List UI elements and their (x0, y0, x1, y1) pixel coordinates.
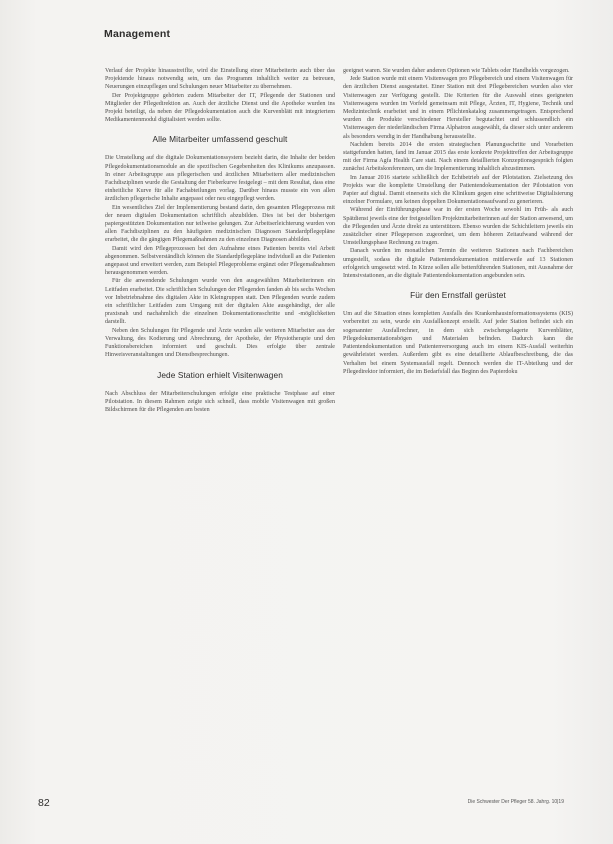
right-column (343, 67, 573, 376)
paragraph: Nach Abschluss der Mitarbeiterschulungen erfolgte eine praktische Testphase auf einer Pilotstation. In diesem Rahmen zeigte sich schnell, dass mobile Visitenwagen mit großen Bildschirmen für die Pflegenden am besten (105, 390, 335, 413)
paragraph: Um auf die Situation eines kompletten Ausfalls des Krankenhausinformationssystems (KIS) vorbereitet zu sein, wurde ein Ausfallkonzept erstellt. Auf jeder Station befindet sich ein sogenannter Ausfallrechner, in dem sich zwischengelagerte Kurvenblätter, Pflegedokumentationsbögen und Materialen befinden. Dadurch kann die Patientendokumentation und Patientenversorgung auch im einem KIS-Ausfall weiterhin gewährleistet werden. Außerdem gibt es eine detaillierte Ablaufbeschreibung, die das Verhalten bei einem Systemausfall regelt. Dennoch werden die IT-Abteilung und der Pflegedirektor informiert, die im Bedarfsfall das Beginn des Papierdoku (343, 311, 573, 375)
section-heading: Alle Mitarbeiter umfassend geschult (152, 134, 288, 145)
paragraph: Während der Einführungsphase war in der ersten Woche sowohl im Früh- als auch Spätdienst jeweils eine der freigestellten Projektmitarbeiterinnen auf der Station anwesend, um die Pflegenden und Ärzte direkt zu unterstützen. Ebenso wurden die Schichtleitern jeweils ein zusätzlicher einer Pflegeperson zugeordnet, um dem höheren Zeitaufwand während der Umstellungsphase Rechnung zu tragen. (343, 207, 573, 247)
paragraph: Für die anwendende Schulungen wurde von den ausgewählten Mitarbeiterinnen ein Leitfaden erarbeitet. Die schriftlichen Schulungen der Pflegenden fanden ab bis sechs Wochen vor Inbetriebnahme des digitalen Akte in Kleingruppen statt. Den Pflegenden wurde zudem ein schriftlicher Leitfaden zum Umgang mit der digitalen Akte ausgehändigt, der alle praxisnah und nachahmlich die einzelnen Dokumentationsschritte und -möglichkeiten darstellt. (105, 278, 335, 326)
paragraph: Verlauf der Projekte hinausstreiflte, wird die Einstellung einer Mitarbeiterin auch über das Projektende hinaus notwendig sein, um das Programm inhaltlich weiter zu betreuen, Neuerungen einzupflegen und Schulungen neuer Mitarbeiter zu übernehmen. (105, 68, 335, 91)
section-header: Management (104, 28, 171, 40)
section-heading: Für den Ernstfall gerüstet (410, 290, 506, 301)
paragraph: Nachdem bereits 2014 die ersten strategischen Planungsschritte und Vorarbeiten stattgefunden hatten, fand im Januar 2015 das erste konkrete Projekttreffen der Arbeitsgruppe mit der Firma Agfa Health Care statt. Nach einem detaillierten Konzeptionsgespräch folgten zunächst Arbeitskonferenzen, um die Implementierung inhaltlich abzustimmen. (343, 141, 573, 173)
paragraph: Damit wird den Pflegeprozessen bei den Aufnahme eines Patienten bereits viel Arbeit abgenommen. Selbstverständlich können die Standardpflegepläne individuell an die Patienten angepasst und erweitert werden, zum Beispiel Pflegeprobleme ergänzt oder Pflegemaßnahmen herausgenommen werden. (105, 245, 335, 277)
page-number: 82 (38, 797, 50, 809)
journal-footer: Die Schwester Der Pfleger 58. Jahrg. 10|19 (467, 799, 564, 805)
paragraph: Neben den Schulungen für Pflegende und Ärzte wurden alle weiteren Mitarbeiter aus der Verwaltung, des Kodierung und Abrechnung, der Apotheke, der Physiotherapie und den Funktionsbereichen informiert und geschult. Dies erfolgte über zentrale Hinweisveranstaltungen und Dienstbesprechungen. (105, 327, 335, 359)
paragraph: Danach wurden im monatlichen Termin die weiteren Stationen nach Fachbereichen umgestellt, sodass die digitale Patientendokumentation mittlerweile auf 13 Stationen erfolgreich umgesetzt wird. In Kürze sollen alle bettenführenden Stationen, mit Ausnahme der Intensivstationen, an die digitale Patientendokumentation angebunden sein. (343, 248, 573, 280)
paragraph: Der Projektgruppe gehörten zudem Mitarbeiter der IT, Pflegende der Stationen und Mitglieder der Pflegedirektion an. Auch der ärztliche Dienst und die Apotheke wurden ins Projekt beteiligt, da neben der Pflegedokumentation auch die Kurvenblätt mit integriertem Medikamentenmodul digitalisiert werden sollte. (105, 92, 335, 124)
paragraph: Ein wesentliches Ziel der Implementierung bestand darin, den gesamten Pflegeprozess mit der neuen digitalen Dokumentation schriftlich abzubilden. Dies ist bei der bisherigen papiergestützten Dokumentation nur teilweise gelungen. Zur Arbeitserleichterung wurden von allen Fachdisziplinen zu den häufigsten medizinischen Diagnosen Standardpflegepläne erarbeitet, die die gängigen Pflegemaßnahmen zu den einzelnen Diagnosen abbilden. (105, 204, 335, 244)
paragraph: Im Januar 2016 startete schließlich der Echtbetrieb auf der Pilotstation. Zielsetzung des Projekts war die komplette Umstellung der Patientendokumentation der Pilotstation von Papier auf digital. Damit einerseits sich die Klinikum gegen eine schrittweise Digitalisierung einzelner Formulare, um keinen doppelten Dokumentationsaufwand zu generieren. (343, 174, 573, 206)
left-column (105, 67, 335, 414)
section-heading: Jede Station erhielt Visitenwagen (157, 369, 283, 380)
paragraph: Jede Station wurde mit einem Visitenwagen pro Pflegebereich und einem Visitenwagen für den ärztlichen Dienst ausgestattet. Einer Station mit drei Pflegebereichen wurden also vier Visitenwagen zur Verfügung gestellt. Die Kriterien für die Auswahl eines geeigneten Visitenwagens wurden im Vorfeld gemeinsam mit Pflege, Ärzten, IT, Hygiene, Technik und Medizintechnik erarbeitet und in einem Pflichtenkatalog zusammengetragen. Entsprechend wurden die Produkte verschiedener Hersteller begutachtet und schlussendlich ein Visitenwagen der niederländischen Firma Alphatron ausgewählt, da dieser sich unter anderem als besonders wendig in der Handhabung herausstellte. (343, 76, 573, 140)
paragraph: geeignet waren. Sie wurden daher anderen Optionen wie Tablets oder Handhelds vorgezogen. (343, 68, 570, 74)
paragraph: Die Umstellung auf die digitale Dokumentationssystem bezieht darin, die Inhalte der beiden Pflegedokumentationsmodule an die spezifischen Gegebenheiten des Klinikums anzupassen. In einer Arbeitsgruppe aus pflegerischen und ärztlichen Mitarbeitern aller medizinischen Fachdisziplinen wurde die Gestaltung der Fieberkurve festgelegt – mit dem Resultat, dass eine einheitliche Kurve für alle Fachabteilungen vorlag. Darüber hinaus musste ein von allen ärztlichen pflegerische Inhalte angepasst oder neu eingepflegt werden. (105, 155, 335, 203)
